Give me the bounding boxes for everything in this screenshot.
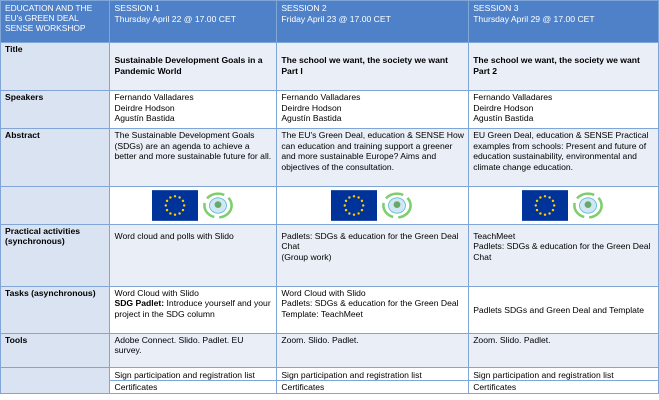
practical-item: Padlets: SDGs & education for the Green Deal — [473, 241, 651, 252]
session-1-tasks — [110, 286, 277, 333]
session-1-header — [110, 1, 277, 43]
task-item — [114, 298, 272, 319]
sense-recycle-logo — [380, 190, 414, 221]
session-2-abstract: The EU's Green Deal, education & SENSE How can education and training support a greener and more sustainable Europe? Aims and objectives of the consultation. — [277, 129, 469, 187]
practical-activities-label: Practical activities (synchronous) — [1, 224, 110, 286]
sense-recycle-logo — [201, 190, 235, 221]
task-item: Word Cloud with Slido — [114, 287, 199, 298]
certificates-text: Certificates — [277, 380, 468, 393]
practical-item: TeachMeet — [473, 230, 516, 241]
practical-item: Padlets: SDGs & education for the Green Deal — [281, 230, 459, 241]
abstract-row-label: Abstract — [1, 129, 110, 187]
eu-flag-icon — [152, 190, 198, 221]
session-3-header — [469, 1, 659, 43]
workshop-title-line-1: EDUCATION AND THE — [5, 3, 93, 13]
speaker-name: Agustín Bastida — [281, 113, 342, 124]
practical-item: Chat — [281, 241, 300, 252]
session-2-date: Friday April 23 @ 17.00 CET — [281, 13, 391, 24]
tools-row-label: Tools — [1, 333, 110, 367]
session-2-tools: Zoom. Slido. Padlet. — [277, 333, 469, 367]
session-3-final — [469, 367, 659, 393]
tasks-row-label: Tasks (asynchronous) — [1, 286, 110, 333]
speakers-row — [1, 91, 659, 129]
task-item: Template: TeachMeet — [281, 308, 363, 319]
session-1-tools: Adobe Connect. Slido. Padlet. EU survey. — [110, 333, 277, 367]
speaker-name: Deirdre Hodson — [114, 102, 175, 113]
abstract-row — [1, 129, 659, 187]
session-1-date: Thursday April 22 @ 17.00 CET — [114, 13, 236, 24]
session-3-tools: Zoom. Slido. Padlet. — [469, 333, 659, 367]
task-item: Padlets: SDGs & education for the Green Deal — [281, 298, 459, 309]
sense-recycle-logo — [571, 190, 605, 221]
workshop-title-line-3: SENSE WORKSHOP — [5, 23, 86, 34]
session-1-final — [110, 367, 277, 393]
sign-list-text: Sign participation and registration list — [114, 369, 255, 380]
session-3-date: Thursday April 29 @ 17.00 CET — [473, 13, 595, 24]
sign-list-text: Sign participation and registration list — [473, 369, 614, 380]
eu-flag-icon — [522, 190, 568, 221]
practical-item: (Group work) — [281, 251, 332, 262]
certificates-text: Certificates — [110, 380, 276, 393]
task-item-text: Introduce yourself and your project in the SDG column — [114, 298, 271, 319]
tasks-row — [1, 286, 659, 333]
speaker-name: Fernando Valladares — [473, 92, 553, 102]
speaker-name: Fernando Valladares — [114, 92, 194, 102]
session-2-session-title: The school we want, the society we want Part I — [277, 43, 469, 91]
final-row-label — [1, 367, 110, 393]
task-item-bold-prefix: SDG Padlet: — [114, 298, 165, 309]
practical-item: Chat — [473, 251, 492, 262]
tools-row — [1, 333, 659, 367]
speaker-name: Deirdre Hodson — [281, 102, 342, 113]
session-2-header — [277, 1, 469, 43]
session-1-title: SESSION 1 — [114, 3, 160, 13]
speaker-name: Agustín Bastida — [114, 113, 175, 124]
session-3-tasks: Padlets SDGs and Green Deal and Template — [469, 286, 659, 333]
speaker-name: Fernando Valladares — [281, 92, 361, 102]
workshop-title-cell — [1, 1, 110, 43]
session-3-abstract: EU Green Deal, education & SENSE Practical examples from schools: Present and future of education sustainability, environmental and climate change education. — [469, 129, 659, 187]
speakers-row-label: Speakers — [1, 91, 110, 129]
session-3-speakers — [469, 91, 659, 129]
sign-list-text: Sign participation and registration list — [281, 369, 422, 380]
logos-row — [1, 187, 659, 225]
session-1-session-title: Sustainable Development Goals in a Pandemic World — [110, 43, 277, 91]
session-3-title: SESSION 3 — [473, 3, 519, 13]
speaker-name: Agustín Bastida — [473, 113, 534, 124]
session-2-logos — [277, 187, 469, 225]
eu-flag-icon — [331, 190, 377, 221]
session-2-practical — [277, 224, 469, 286]
session-2-title: SESSION 2 — [281, 3, 327, 13]
session-3-logos — [469, 187, 659, 225]
task-item: Word Cloud with Slido — [281, 287, 366, 298]
practical-activities-row — [1, 224, 659, 286]
certificates-text: Certificates — [469, 380, 658, 393]
title-row-label: Title — [1, 43, 110, 91]
session-1-practical: Word cloud and polls with Slido — [110, 224, 277, 286]
session-2-tasks — [277, 286, 469, 333]
session-1-logos — [110, 187, 277, 225]
final-row — [1, 367, 659, 393]
session-1-abstract: The Sustainable Development Goals (SDGs) are an agenda to achieve a better and more sustainable future for all. — [110, 129, 277, 187]
session-1-speakers — [110, 91, 277, 129]
session-3-session-title: The school we want, the society we want Part 2 — [469, 43, 659, 91]
session-2-speakers — [277, 91, 469, 129]
logos-row-label — [1, 187, 110, 225]
session-3-practical — [469, 224, 659, 286]
header-row — [1, 1, 659, 43]
title-row — [1, 43, 659, 91]
workshop-title-line-2: EU's GREEN DEAL — [5, 13, 79, 24]
session-2-final — [277, 367, 469, 393]
speaker-name: Deirdre Hodson — [473, 102, 534, 113]
